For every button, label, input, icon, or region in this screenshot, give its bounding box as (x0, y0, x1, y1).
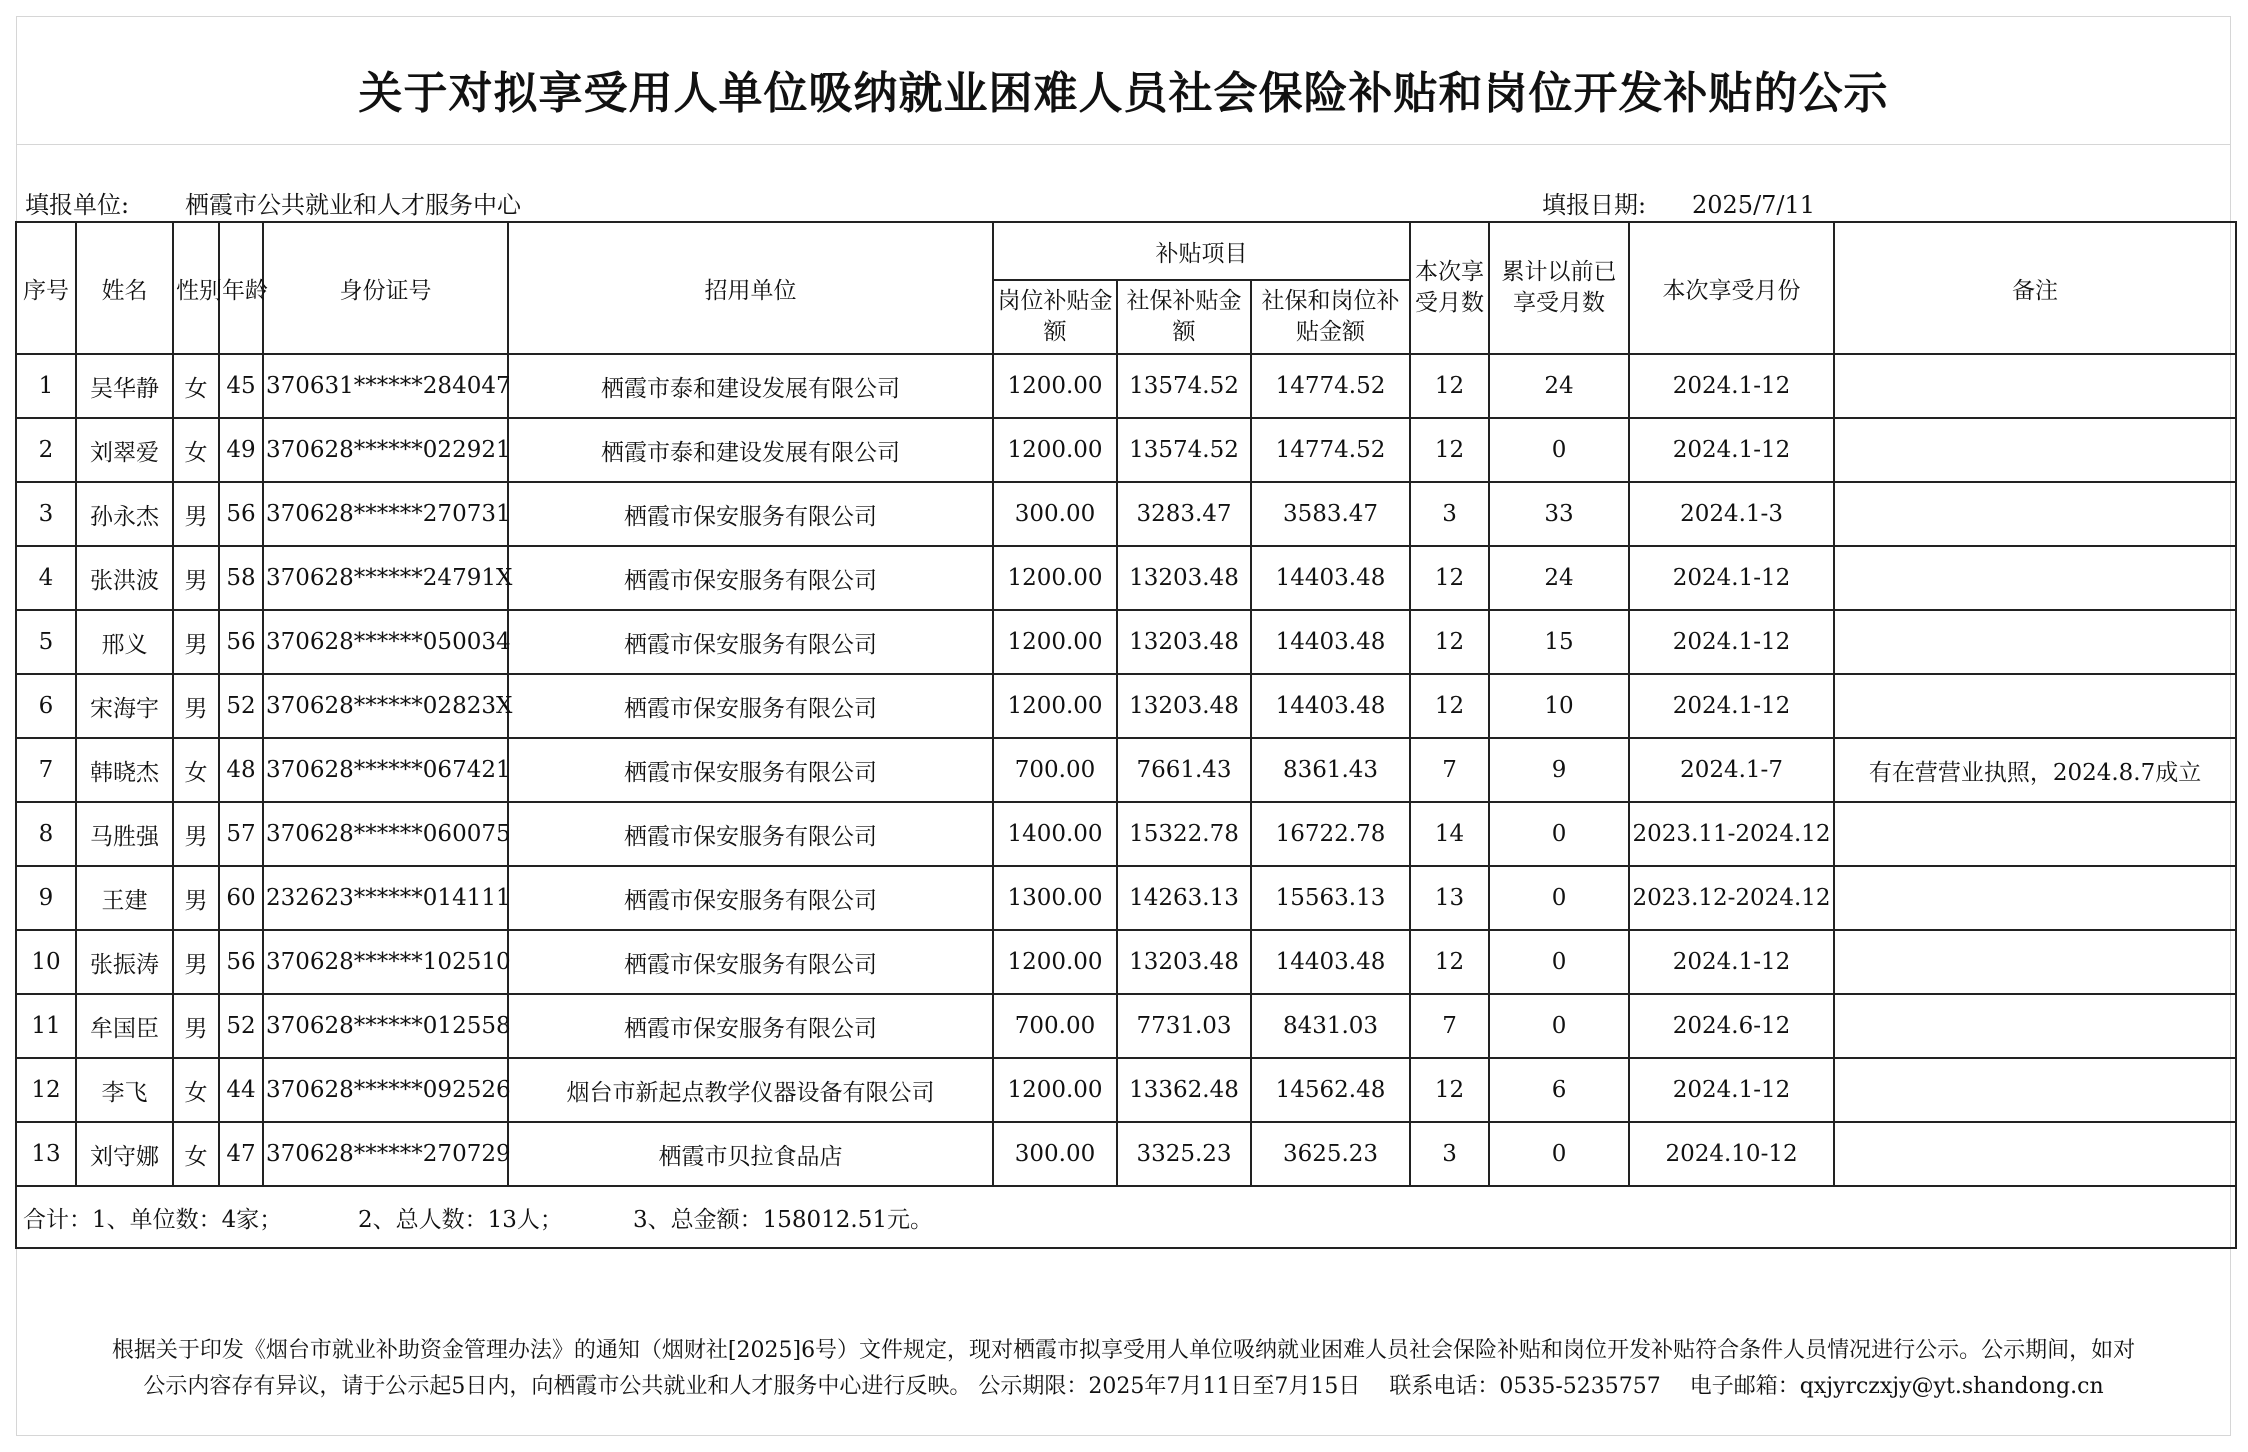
cell-post: 1300.00 (993, 866, 1117, 930)
cell-remark (1834, 994, 2236, 1058)
cell-name: 马胜强 (76, 802, 173, 866)
cell-total: 3625.23 (1251, 1122, 1410, 1186)
cell-total: 16722.78 (1251, 802, 1410, 866)
cell-employer: 栖霞市保安服务有限公司 (508, 930, 993, 994)
cell-seq: 2 (16, 418, 76, 482)
cell-months: 7 (1410, 994, 1489, 1058)
cell-ss: 13203.48 (1117, 546, 1251, 610)
notice-text (17, 1333, 2230, 1405)
cell-age: 56 (219, 610, 263, 674)
cell-months: 14 (1410, 802, 1489, 866)
cell-employer: 烟台市新起点教学仪器设备有限公司 (508, 1058, 993, 1122)
table-row (16, 546, 2236, 610)
cell-gender: 女 (173, 738, 219, 802)
cell-period: 2024.6-12 (1629, 994, 1834, 1058)
cell-id: 370628******02823X (263, 674, 508, 738)
cell-employer: 栖霞市保安服务有限公司 (508, 738, 993, 802)
cell-name: 孙永杰 (76, 482, 173, 546)
cell-age: 58 (219, 546, 263, 610)
cell-ss: 14263.13 (1117, 866, 1251, 930)
cell-seq: 7 (16, 738, 76, 802)
cell-id: 370628******270729 (263, 1122, 508, 1186)
cell-remark (1834, 1058, 2236, 1122)
summary-cell (16, 1186, 2236, 1248)
cell-id: 370628******012558 (263, 994, 508, 1058)
cell-period: 2024.1-12 (1629, 930, 1834, 994)
cell-seq: 5 (16, 610, 76, 674)
cell-prev: 0 (1489, 994, 1629, 1058)
cell-id: 370628******060075 (263, 802, 508, 866)
cell-id: 370628******092526 (263, 1058, 508, 1122)
cell-id: 370628******067421 (263, 738, 508, 802)
cell-employer: 栖霞市保安服务有限公司 (508, 546, 993, 610)
cell-age: 45 (219, 354, 263, 418)
report-unit (25, 185, 521, 220)
cell-id: 370628******24791X (263, 546, 508, 610)
cell-name: 王建 (76, 866, 173, 930)
header-ss-amount: 社保补贴金额 (1117, 280, 1251, 354)
cell-employer: 栖霞市保安服务有限公司 (508, 482, 993, 546)
cell-post: 1200.00 (993, 610, 1117, 674)
cell-gender: 女 (173, 418, 219, 482)
cell-remark (1834, 866, 2236, 930)
cell-post: 700.00 (993, 994, 1117, 1058)
cell-employer: 栖霞市保安服务有限公司 (508, 866, 993, 930)
cell-months: 12 (1410, 610, 1489, 674)
table-row (16, 866, 2236, 930)
cell-name: 李飞 (76, 1058, 173, 1122)
cell-prev: 24 (1489, 354, 1629, 418)
cell-prev: 10 (1489, 674, 1629, 738)
summary-part1: 合计：1、单位数：4家； (23, 1206, 283, 1233)
cell-ss: 13362.48 (1117, 1058, 1251, 1122)
table-row (16, 930, 2236, 994)
cell-age: 44 (219, 1058, 263, 1122)
cell-ss: 15322.78 (1117, 802, 1251, 866)
table-row (16, 994, 2236, 1058)
cell-seq: 9 (16, 866, 76, 930)
header-name: 姓名 (76, 222, 173, 354)
cell-prev: 33 (1489, 482, 1629, 546)
notice-line-2: 公示内容存有异议，请于公示起5日内，向栖霞市公共就业和人才服务中心进行反映。 公示期限：2025年7月11日至7月15日 联系电话：0535-5235757 电子邮箱：qxjyrczxjy@yt.shandong.cn (143, 1374, 2104, 1399)
cell-remark (1834, 546, 2236, 610)
table-row (16, 418, 2236, 482)
header-seq: 序号 (16, 222, 76, 354)
cell-prev: 0 (1489, 418, 1629, 482)
cell-total: 8361.43 (1251, 738, 1410, 802)
cell-age: 56 (219, 930, 263, 994)
page-title: 关于对拟享受用人单位吸纳就业困难人员社会保险补贴和岗位开发补贴的公示 (358, 68, 1889, 119)
cell-prev: 0 (1489, 866, 1629, 930)
header-post-amount: 岗位补贴金额 (993, 280, 1117, 354)
cell-ss: 3325.23 (1117, 1122, 1251, 1186)
cell-total: 14403.48 (1251, 674, 1410, 738)
cell-id: 370628******022921 (263, 418, 508, 482)
subsidy-table (15, 221, 2237, 1249)
cell-total: 14774.52 (1251, 418, 1410, 482)
cell-gender: 男 (173, 930, 219, 994)
cell-post: 300.00 (993, 482, 1117, 546)
cell-post: 1200.00 (993, 930, 1117, 994)
cell-months: 13 (1410, 866, 1489, 930)
notice-sheet (16, 16, 2231, 1436)
header-period: 本次享受月份 (1629, 222, 1834, 354)
summary-part2: 2、总人数：13人； (358, 1206, 563, 1233)
cell-name: 吴华静 (76, 354, 173, 418)
summary-part3: 3、总金额：158012.51元。 (633, 1206, 934, 1233)
cell-age: 47 (219, 1122, 263, 1186)
cell-prev: 0 (1489, 802, 1629, 866)
cell-seq: 12 (16, 1058, 76, 1122)
header-total-amount: 社保和岗位补贴金额 (1251, 280, 1410, 354)
header-gender: 性别 (173, 222, 219, 354)
cell-name: 刘翠爱 (76, 418, 173, 482)
cell-months: 12 (1410, 674, 1489, 738)
report-date (1542, 185, 1815, 220)
cell-period: 2024.10-12 (1629, 1122, 1834, 1186)
cell-employer: 栖霞市保安服务有限公司 (508, 994, 993, 1058)
cell-remark (1834, 610, 2236, 674)
cell-remark (1834, 354, 2236, 418)
cell-period: 2023.12-2024.12 (1629, 866, 1834, 930)
cell-employer: 栖霞市泰和建设发展有限公司 (508, 354, 993, 418)
header-months-prev: 累计以前已享受月数 (1489, 222, 1629, 354)
cell-total: 8431.03 (1251, 994, 1410, 1058)
cell-total: 14403.48 (1251, 546, 1410, 610)
cell-remark (1834, 418, 2236, 482)
cell-total: 3583.47 (1251, 482, 1410, 546)
header-employer: 招用单位 (508, 222, 993, 354)
cell-employer: 栖霞市保安服务有限公司 (508, 802, 993, 866)
notice-line-1: 根据关于印发《烟台市就业补助资金管理办法》的通知（烟财社[2025]6号）文件规定，现对栖霞市拟享受用人单位吸纳就业困难人员社会保险补贴和岗位开发补贴符合条件人员情况进行公示。公示期间，如对 (111, 1338, 2136, 1363)
cell-total: 15563.13 (1251, 866, 1410, 930)
cell-post: 1200.00 (993, 354, 1117, 418)
cell-ss: 13203.48 (1117, 930, 1251, 994)
cell-prev: 15 (1489, 610, 1629, 674)
cell-name: 刘守娜 (76, 1122, 173, 1186)
cell-employer: 栖霞市保安服务有限公司 (508, 610, 993, 674)
header-row (16, 222, 2236, 280)
cell-age: 49 (219, 418, 263, 482)
title-divider (17, 144, 2230, 145)
cell-months: 7 (1410, 738, 1489, 802)
cell-total: 14774.52 (1251, 354, 1410, 418)
cell-id: 370628******050034 (263, 610, 508, 674)
table-row (16, 1058, 2236, 1122)
cell-remark (1834, 482, 2236, 546)
cell-seq: 13 (16, 1122, 76, 1186)
cell-period: 2024.1-12 (1629, 610, 1834, 674)
cell-ss: 13203.48 (1117, 674, 1251, 738)
cell-age: 57 (219, 802, 263, 866)
cell-prev: 0 (1489, 930, 1629, 994)
cell-months: 3 (1410, 482, 1489, 546)
cell-remark (1834, 930, 2236, 994)
cell-ss: 13574.52 (1117, 418, 1251, 482)
table-row (16, 610, 2236, 674)
cell-remark: 有在营营业执照，2024.8.7成立 (1834, 738, 2236, 802)
cell-name: 牟国臣 (76, 994, 173, 1058)
cell-period: 2024.1-12 (1629, 418, 1834, 482)
cell-remark (1834, 1122, 2236, 1186)
table-row (16, 1122, 2236, 1186)
cell-age: 52 (219, 674, 263, 738)
cell-seq: 6 (16, 674, 76, 738)
table-row (16, 738, 2236, 802)
cell-employer: 栖霞市泰和建设发展有限公司 (508, 418, 993, 482)
header-subsidy-group: 补贴项目 (993, 222, 1410, 280)
table-row (16, 674, 2236, 738)
cell-period: 2023.11-2024.12 (1629, 802, 1834, 866)
cell-prev: 9 (1489, 738, 1629, 802)
cell-period: 2024.1-3 (1629, 482, 1834, 546)
cell-name: 韩晓杰 (76, 738, 173, 802)
cell-age: 56 (219, 482, 263, 546)
cell-age: 60 (219, 866, 263, 930)
cell-months: 12 (1410, 930, 1489, 994)
cell-ss: 3283.47 (1117, 482, 1251, 546)
report-date-value: 2025/7/11 (1692, 191, 1816, 219)
cell-age: 48 (219, 738, 263, 802)
cell-name: 张洪波 (76, 546, 173, 610)
cell-months: 3 (1410, 1122, 1489, 1186)
cell-period: 2024.1-12 (1629, 546, 1834, 610)
report-unit-label: 填报单位: (25, 191, 130, 219)
cell-gender: 男 (173, 610, 219, 674)
header-months-now: 本次享受月数 (1410, 222, 1489, 354)
cell-name: 宋海宇 (76, 674, 173, 738)
cell-seq: 1 (16, 354, 76, 418)
cell-age: 52 (219, 994, 263, 1058)
cell-post: 1200.00 (993, 674, 1117, 738)
header-age: 年龄 (219, 222, 263, 354)
cell-total: 14403.48 (1251, 610, 1410, 674)
table-row (16, 802, 2236, 866)
cell-gender: 男 (173, 482, 219, 546)
cell-remark (1834, 674, 2236, 738)
cell-period: 2024.1-7 (1629, 738, 1834, 802)
cell-prev: 6 (1489, 1058, 1629, 1122)
cell-post: 700.00 (993, 738, 1117, 802)
report-unit-value: 栖霞市公共就业和人才服务中心 (185, 191, 521, 219)
cell-gender: 男 (173, 546, 219, 610)
cell-seq: 10 (16, 930, 76, 994)
cell-period: 2024.1-12 (1629, 674, 1834, 738)
report-date-label: 填报日期: (1542, 191, 1647, 219)
cell-post: 1200.00 (993, 418, 1117, 482)
cell-seq: 8 (16, 802, 76, 866)
cell-period: 2024.1-12 (1629, 1058, 1834, 1122)
cell-post: 1200.00 (993, 546, 1117, 610)
cell-gender: 女 (173, 354, 219, 418)
cell-total: 14562.48 (1251, 1058, 1410, 1122)
cell-id: 370631******284047 (263, 354, 508, 418)
cell-ss: 7661.43 (1117, 738, 1251, 802)
cell-id: 232623******014111 (263, 866, 508, 930)
cell-months: 12 (1410, 418, 1489, 482)
cell-months: 12 (1410, 1058, 1489, 1122)
cell-seq: 4 (16, 546, 76, 610)
table-row (16, 482, 2236, 546)
cell-remark (1834, 802, 2236, 866)
header-remark: 备注 (1834, 222, 2236, 354)
cell-months: 12 (1410, 546, 1489, 610)
cell-name: 邢义 (76, 610, 173, 674)
cell-post: 1400.00 (993, 802, 1117, 866)
cell-months: 12 (1410, 354, 1489, 418)
cell-name: 张振涛 (76, 930, 173, 994)
cell-ss: 7731.03 (1117, 994, 1251, 1058)
cell-gender: 男 (173, 994, 219, 1058)
cell-prev: 24 (1489, 546, 1629, 610)
cell-ss: 13574.52 (1117, 354, 1251, 418)
cell-gender: 男 (173, 802, 219, 866)
cell-post: 300.00 (993, 1122, 1117, 1186)
cell-gender: 女 (173, 1058, 219, 1122)
cell-ss: 13203.48 (1117, 610, 1251, 674)
cell-seq: 3 (16, 482, 76, 546)
cell-employer: 栖霞市保安服务有限公司 (508, 674, 993, 738)
cell-employer: 栖霞市贝拉食品店 (508, 1122, 993, 1186)
cell-id: 370628******270731 (263, 482, 508, 546)
cell-seq: 11 (16, 994, 76, 1058)
cell-prev: 0 (1489, 1122, 1629, 1186)
summary-row (16, 1186, 2236, 1248)
header-id: 身份证号 (263, 222, 508, 354)
cell-gender: 男 (173, 674, 219, 738)
cell-id: 370628******102510 (263, 930, 508, 994)
cell-gender: 男 (173, 866, 219, 930)
cell-total: 14403.48 (1251, 930, 1410, 994)
cell-gender: 女 (173, 1122, 219, 1186)
table-row (16, 354, 2236, 418)
cell-period: 2024.1-12 (1629, 354, 1834, 418)
cell-post: 1200.00 (993, 1058, 1117, 1122)
